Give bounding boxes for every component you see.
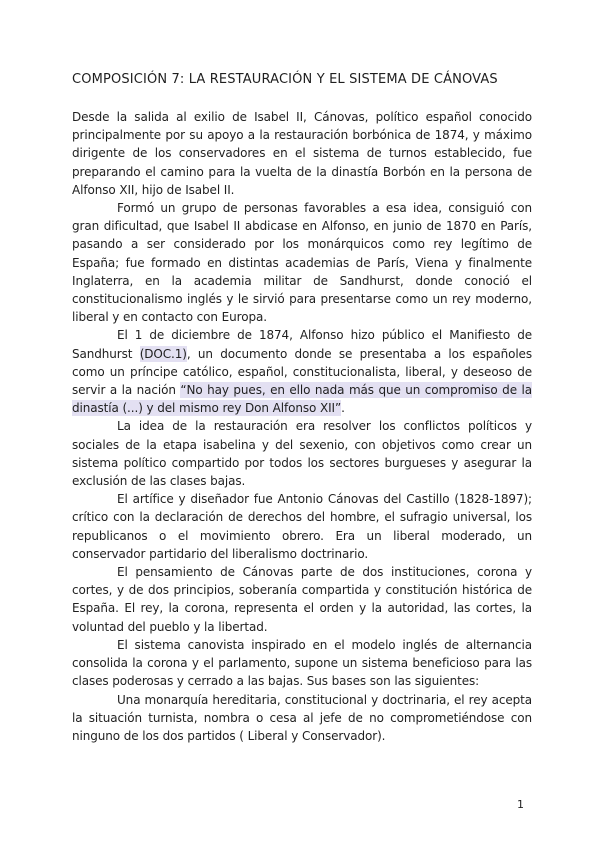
paragraph-8: Una monarquía hereditaria, constitucional y doctrinaria, el rey acepta la situación turnista, nombra o cesa al jefe de no comprometiéndose con ninguno de los dos partidos ( Liberal y Conservador). [72,692,532,743]
paragraph-2: Formó un grupo de personas favorables a esa idea, consiguió con gran dificultad, que Isabel II abdicase en Alfonso, en junio de 1870 en París, pasando a ser considerado por los monárquicos como rey legítimo de España; fue formado en distintas academias de París, Viena y finalmente Inglaterra, en la academia militar de Sandhurst, donde conoció el constitucionalismo inglés y le sirvió para presentarse como un rey moderno, liberal y en contacto con Europa. [72,201,532,325]
paragraph-3-text-a: El 1 de diciembre de 1874, Alfonso hizo público el Manifiesto de Sandhurst [72,328,532,361]
document-body [72,108,532,745]
paragraph-3-text-b: , un documento donde se presentaba a los españoles como un príncipe católico, español, constitucionalista, liberal, y deseoso de servir a la nación [72,346,532,398]
page-number: 1 [517,798,524,811]
paragraph-1: Desde la salida al exilio de Isabel II, Cánovas, político español conocido principalmente por su apoyo a la restauración borbónica de 1874, y máximo dirigente de los conservadores en el sistema de turnos establecido, fue preparando el camino para la vuelta de la dinastía Borbón en la persona de Alfonso XII, hijo de Isabel II. [72,110,532,197]
paragraph-5: El artífice y diseñador fue Antonio Cánovas del Castillo (1828-1897); crítico con la declaración de derechos del hombre, el sufragio universal, los republicanos o el movimiento obrero. Era un liberal moderado, un conservador partidario del liberalismo doctrinario. [72,492,532,561]
paragraph-6: El pensamiento de Cánovas parte de dos instituciones, corona y cortes, y de dos principios, soberanía compartida y constitución histórica de España. El rey, la corona, representa el orden y la autoridad, las cortes, la voluntad del pueblo y la libertad. [72,565,532,634]
highlight-doc-reference: (DOC.1) [139,346,187,361]
highlight-quote: “No hay pues, en ello nada más que un compromiso de la dinastía (...) y del mismo rey Don Alfonso XII” [72,383,532,416]
document-title: COMPOSICIÓN 7: LA RESTAURACIÓN Y EL SISTEMA DE CÁNOVAS [72,72,498,87]
paragraph-3-text-c: . [341,401,345,416]
paragraph-3 [72,326,532,417]
paragraph-4: La idea de la restauración era resolver los conflictos políticos y sociales de la etapa isabelina y del sexenio, con objetivos como crear un sistema político compartido por todos los sectores burgueses y asegurar la exclusión de las clases bajas. [72,419,532,489]
paragraph-7: El sistema canovista inspirado en el modelo inglés de alternancia consolida la corona y el parlamento, supone un sistema beneficioso para las clases poderosas y cerrado a las bajas. Sus bases son las siguientes: [72,637,532,689]
